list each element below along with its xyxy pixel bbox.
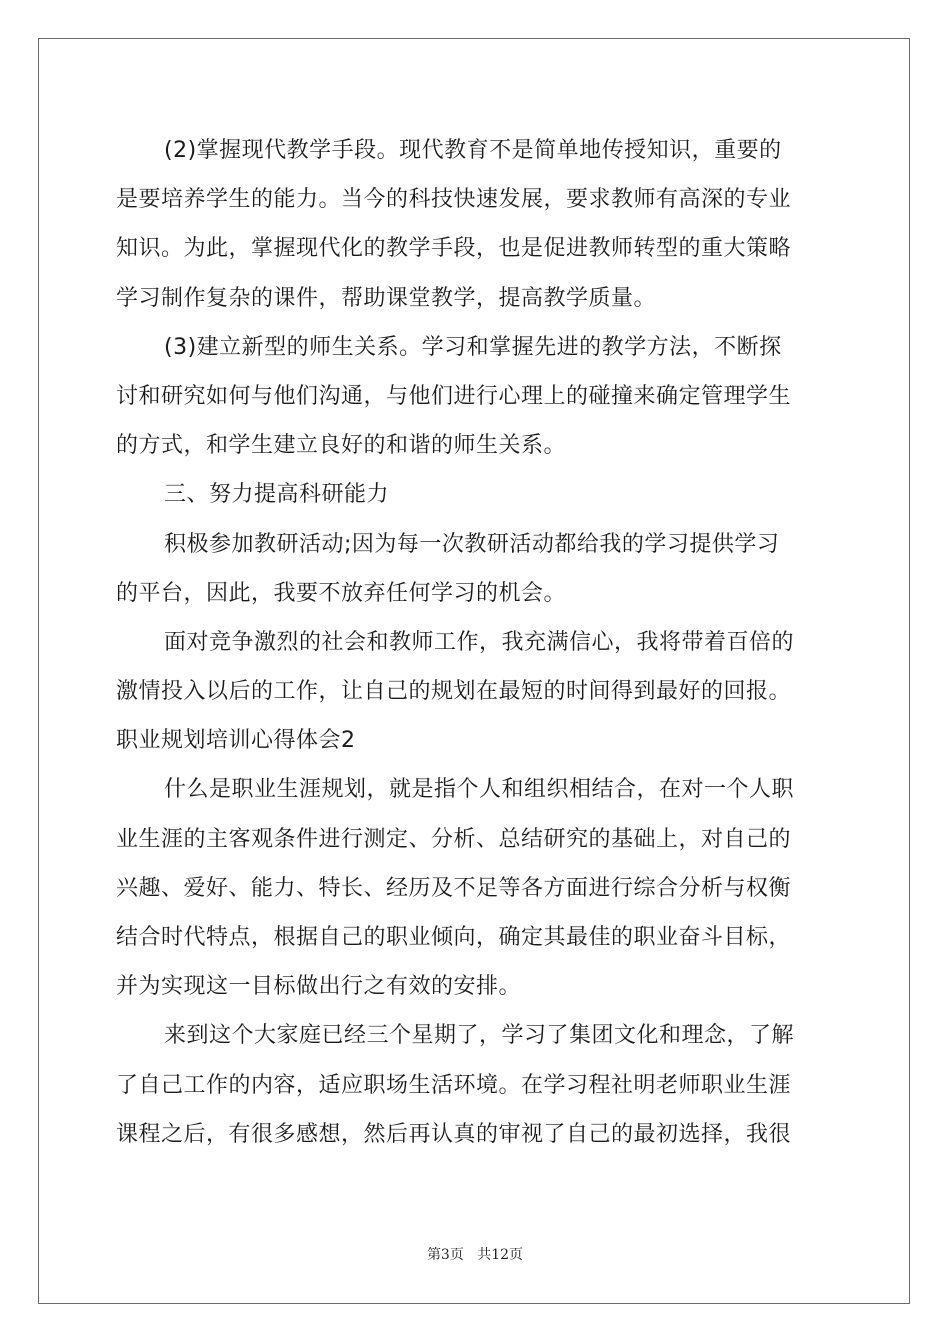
text-line: 兴趣、爱好、能力、特长、经历及不足等各方面进行综合分析与权衡 xyxy=(116,875,792,901)
text-line: 并为实现这一目标做出行之有效的安排。 xyxy=(116,974,522,1000)
page-total: 共12页 xyxy=(477,1247,524,1263)
text-line: 的平台，因此，我要不放弃任何学习的机会。 xyxy=(116,580,567,606)
text-line: 学习制作复杂的课件，帮助课堂教学，提高教学质量。 xyxy=(116,285,657,311)
text-line: (2)掌握现代教学手段。现代教育不是简单地传授知识，重要的 xyxy=(164,138,782,163)
page-number: 第3页 xyxy=(426,1247,464,1263)
text-line: 是要培养学生的能力。当今的科技快速发展，要求教师有高深的专业 xyxy=(116,187,792,213)
page-footer xyxy=(0,1244,950,1264)
text-line: 课程之后，有很多感想，然后再认真的审视了自己的最初选择，我很 xyxy=(116,1121,792,1147)
text-line: 的方式，和学生建立良好的和谐的师生关系。 xyxy=(116,433,567,459)
document-body xyxy=(116,126,836,1159)
text-line: 业生涯的主客观条件进行测定、分析、总结研究的基础上，对自己的 xyxy=(116,826,792,852)
text-line: 积极参加教研活动;因为每一次教研活动都给我的学习提供学习 xyxy=(164,531,780,557)
text-line: 三、努力提高科研能力 xyxy=(164,482,390,508)
text-line: 了自己工作的内容，适应职场生活环境。在学习程社明老师职业生涯 xyxy=(116,1072,792,1098)
text-line: 讨和研究如何与他们沟通，与他们进行心理上的碰撞来确定管理学生 xyxy=(116,383,792,409)
text-line: 知识。为此，掌握现代化的教学手段，也是促进教师转型的重大策略 xyxy=(116,236,792,262)
text-line: 激情投入以后的工作，让自己的规划在最短的时间得到最好的回报。 xyxy=(116,679,792,705)
text-line: 结合时代特点，根据自己的职业倾向，确定其最佳的职业奋斗目标， xyxy=(116,925,792,950)
text-line: 面对竞争激烈的社会和教师工作，我充满信心，我将带着百倍的 xyxy=(164,629,795,655)
text-line: 来到这个大家庭已经三个星期了，学习了集团文化和理念，了解 xyxy=(164,1023,795,1049)
text-line: 什么是职业生涯规划，就是指个人和组织相结合，在对一个人职 xyxy=(164,777,795,803)
text-line: (3)建立新型的师生关系。学习和掌握先进的教学方法，不断探 xyxy=(164,334,782,360)
text-line: 职业规划培训心得体会2 xyxy=(116,728,356,754)
